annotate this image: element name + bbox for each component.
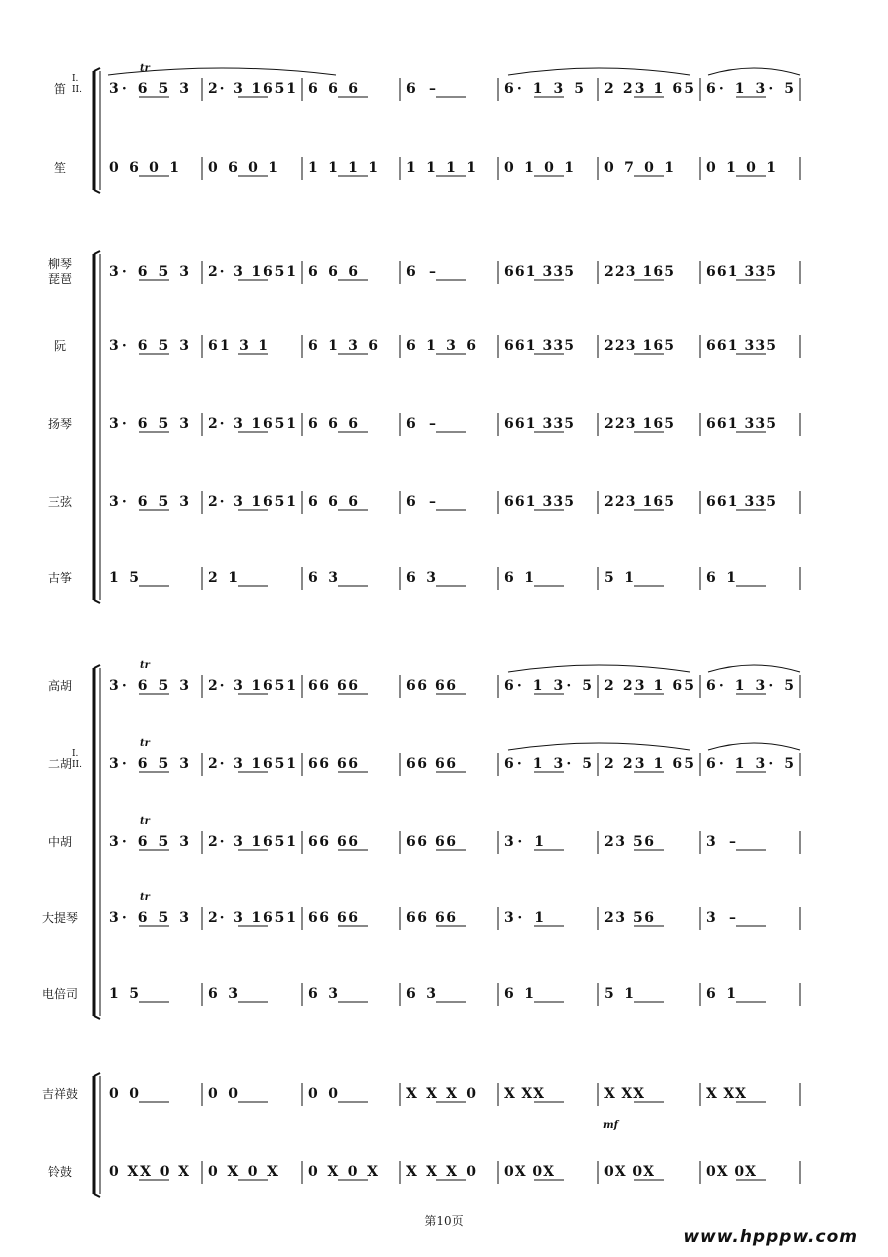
- measure-5-6: 661 335: [706, 494, 776, 510]
- measure-6-1: 2 1: [208, 570, 238, 586]
- instrument-name-4: 扬琴: [47, 417, 73, 431]
- measure-11-4: 6 1: [504, 986, 534, 1002]
- measure-3-4: 661 335: [504, 338, 574, 354]
- bracket-top-2: [94, 665, 100, 668]
- measure-10-6: 3 –: [706, 910, 736, 926]
- slur-row-8-b: [708, 743, 800, 750]
- measure-6-5: 5 1: [604, 570, 634, 586]
- measure-7-6: 6· 1 3· 5: [706, 678, 794, 694]
- measure-7-2: 66 66: [308, 678, 358, 694]
- instrument-name-9: 中胡: [47, 835, 73, 849]
- bracket-top-1: [94, 251, 100, 254]
- measure-4-6: 661 335: [706, 416, 776, 432]
- measure-7-0: 3· 6 5 3: [109, 678, 189, 694]
- instrument-labels: [42, 74, 82, 1179]
- instrument-name-3: 阮: [53, 339, 67, 353]
- page-number: 第10页: [424, 1214, 464, 1228]
- measure-5-2: 6 6 6: [308, 494, 358, 510]
- bracket-bottom-2: [94, 1016, 100, 1019]
- measure-6-6: 6 1: [706, 570, 736, 586]
- instrument-name-1: 笙: [53, 161, 67, 175]
- measure-7-5: 2 23 1 65: [604, 678, 694, 694]
- measure-2-0: 3· 6 5 3: [109, 264, 189, 280]
- trill-10: tr: [140, 892, 150, 903]
- measure-4-3: 6 –: [406, 416, 436, 432]
- measure-12-2: 0 0: [308, 1086, 338, 1102]
- measure-13-3: X X X 0: [406, 1164, 476, 1180]
- measure-1-0: 0 6 0 1: [109, 160, 179, 176]
- measure-5-5: 223 165: [604, 494, 674, 510]
- measure-8-4: 6· 1 3· 5: [504, 756, 592, 772]
- measure-2-4: 661 335: [504, 264, 574, 280]
- measure-8-0: 3· 6 5 3: [109, 756, 189, 772]
- measure-4-0: 3· 6 5 3: [109, 416, 189, 432]
- measure-0-0: 3· 6 5 3: [109, 81, 189, 97]
- measure-9-5: 23 56: [604, 834, 654, 850]
- measure-13-0: 0 XX 0 X: [109, 1164, 189, 1180]
- measure-11-2: 6 3: [308, 986, 338, 1002]
- instrument-name-10: 大提琴: [41, 911, 79, 925]
- measure-2-3: 6 –: [406, 264, 436, 280]
- slur-row-8-a: [508, 743, 690, 750]
- instrument-part-0: I. II.: [72, 74, 82, 95]
- measure-8-6: 6· 1 3· 5: [706, 756, 794, 772]
- measure-6-3: 6 3: [406, 570, 436, 586]
- measure-0-4: 6· 1 3 5: [504, 81, 584, 97]
- measure-7-3: 66 66: [406, 678, 456, 694]
- measure-4-5: 223 165: [604, 416, 674, 432]
- measure-1-6: 0 1 0 1: [706, 160, 776, 176]
- measure-9-2: 66 66: [308, 834, 358, 850]
- measure-3-5: 223 165: [604, 338, 674, 354]
- measure-12-0: 0 0: [109, 1086, 139, 1102]
- measure-1-5: 0 7 0 1: [604, 160, 674, 176]
- measure-12-3: X X X 0: [406, 1086, 476, 1102]
- measure-11-1: 6 3: [208, 986, 238, 1002]
- measure-12-6: X XX: [706, 1086, 746, 1102]
- measure-2-5: 223 165: [604, 264, 674, 280]
- instrument-name-0: 笛: [53, 82, 67, 96]
- measure-11-6: 6 1: [706, 986, 736, 1002]
- measure-9-6: 3 –: [706, 834, 736, 850]
- instrument-name-5: 三弦: [47, 495, 73, 509]
- measure-13-4: 0X 0X: [504, 1164, 554, 1180]
- instrument-name-13: 铃鼓: [47, 1165, 73, 1179]
- articulations: [108, 63, 800, 1180]
- measure-6-2: 6 3: [308, 570, 338, 586]
- measure-13-6: 0X 0X: [706, 1164, 756, 1180]
- measure-8-1: 2· 3 1651: [208, 756, 296, 772]
- measure-3-1: 61 3 1: [208, 338, 268, 354]
- bracket-bottom-1: [94, 600, 100, 603]
- measure-9-0: 3· 6 5 3: [109, 834, 189, 850]
- slur-flute-2: [508, 68, 690, 75]
- instrument-name-12: 吉祥鼓: [41, 1087, 79, 1101]
- measure-2-6: 661 335: [706, 264, 776, 280]
- measure-5-0: 3· 6 5 3: [109, 494, 189, 510]
- measure-9-1: 2· 3 1651: [208, 834, 296, 850]
- measure-11-5: 5 1: [604, 986, 634, 1002]
- measure-3-3: 6 1 3 6: [406, 338, 476, 354]
- bracket-bottom-3: [94, 1194, 100, 1197]
- measure-4-2: 6 6 6: [308, 416, 358, 432]
- measure-8-3: 66 66: [406, 756, 456, 772]
- measure-9-3: 66 66: [406, 834, 456, 850]
- measure-9-4: 3· 1: [504, 834, 544, 850]
- trill-9: tr: [140, 816, 150, 827]
- slur-flute-3: [708, 68, 800, 75]
- instrument-name-8: 二胡: [47, 757, 73, 771]
- measure-12-5: X XX: [604, 1086, 644, 1102]
- measure-10-2: 66 66: [308, 910, 358, 926]
- measure-12-1: 0 0: [208, 1086, 238, 1102]
- measure-1-1: 0 6 0 1: [208, 160, 278, 176]
- measure-8-5: 2 23 1 65: [604, 756, 694, 772]
- measure-8-2: 66 66: [308, 756, 358, 772]
- measure-10-5: 23 56: [604, 910, 654, 926]
- measure-5-4: 661 335: [504, 494, 574, 510]
- measure-10-1: 2· 3 1651: [208, 910, 296, 926]
- instrument-name-7: 高胡: [47, 679, 73, 693]
- measure-2-2: 6 6 6: [308, 264, 358, 280]
- measure-11-3: 6 3: [406, 986, 436, 1002]
- measure-1-3: 1 1 1 1: [406, 160, 476, 176]
- watermark: www.hpppw.com: [683, 1227, 858, 1247]
- measure-3-0: 3· 6 5 3: [109, 338, 189, 354]
- measure-1-2: 1 1 1 1: [308, 160, 378, 176]
- measure-0-5: 2 23 1 65: [604, 81, 694, 97]
- measure-13-5: 0X 0X: [604, 1164, 654, 1180]
- measure-2-1: 2· 3 1651: [208, 264, 296, 280]
- measure-4-4: 661 335: [504, 416, 574, 432]
- measure-6-0: 1 5: [109, 570, 139, 586]
- group-brackets: [94, 68, 100, 1197]
- instrument-name-6: 古筝: [47, 571, 73, 585]
- measure-10-4: 3· 1: [504, 910, 544, 926]
- measure-1-4: 0 1 0 1: [504, 160, 574, 176]
- bracket-top-0: [94, 68, 100, 71]
- measure-0-3: 6 –: [406, 81, 436, 97]
- measure-13-2: 0 X 0 X: [308, 1164, 378, 1180]
- measure-11-0: 1 5: [109, 986, 139, 1002]
- bracket-top-3: [94, 1073, 100, 1076]
- trill-7: tr: [140, 660, 150, 671]
- measure-12-4: X XX: [504, 1086, 544, 1102]
- measure-0-6: 6· 1 3· 5: [706, 81, 794, 97]
- trill-flute: tr: [140, 63, 150, 74]
- measure-0-1: 2· 3 1651: [208, 81, 296, 97]
- dynamic-mf: mf: [603, 1120, 618, 1131]
- measure-7-1: 2· 3 1651: [208, 678, 296, 694]
- slur-row-7-b: [708, 665, 800, 672]
- measure-0-2: 6 6 6: [308, 81, 358, 97]
- measure-13-1: 0 X 0 X: [208, 1164, 278, 1180]
- measure-3-2: 6 1 3 6: [308, 338, 378, 354]
- barlines: [202, 78, 800, 1184]
- notation: [109, 81, 794, 1180]
- bracket-bottom-0: [94, 190, 100, 193]
- measure-10-3: 66 66: [406, 910, 456, 926]
- measure-5-3: 6 –: [406, 494, 436, 510]
- trill-8: tr: [140, 738, 150, 749]
- instrument-part-8: I. II.: [72, 749, 82, 770]
- measure-5-1: 2· 3 1651: [208, 494, 296, 510]
- measure-10-0: 3· 6 5 3: [109, 910, 189, 926]
- slur-row-7-a: [508, 665, 690, 672]
- instrument-name-11: 电倍司: [41, 987, 79, 1001]
- measure-3-6: 661 335: [706, 338, 776, 354]
- measure-7-4: 6· 1 3· 5: [504, 678, 592, 694]
- instrument-name-2: 柳琴琵琶: [47, 257, 73, 286]
- measure-4-1: 2· 3 1651: [208, 416, 296, 432]
- measure-6-4: 6 1: [504, 570, 534, 586]
